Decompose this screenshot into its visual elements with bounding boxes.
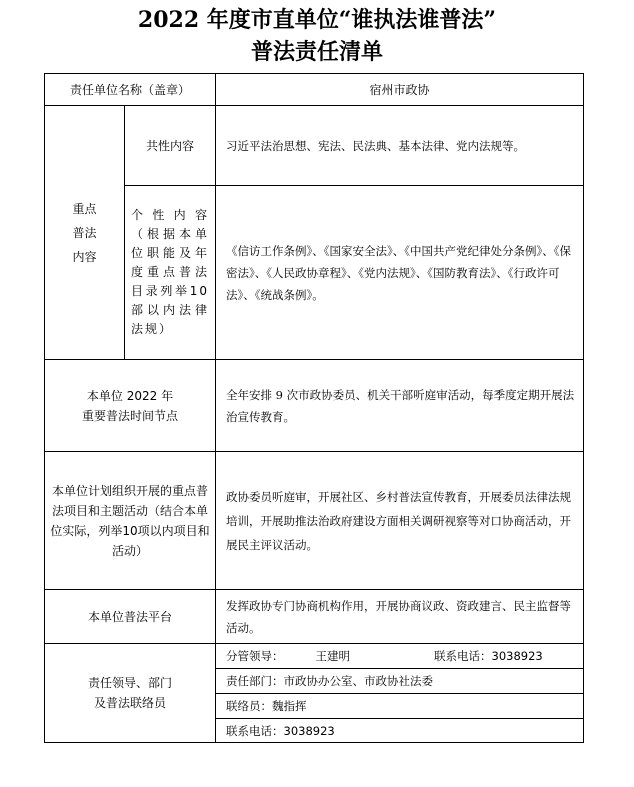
contacts-label [45,644,215,742]
leader-name: 王建明 [315,649,350,663]
common-content-label-text: 共性内容 [145,138,194,153]
platform-value [216,590,583,643]
leader-phone: 3038923 [491,649,543,663]
activities-label-text: 本单位计划组织开展的重点普法项目和主题活动（结合本单位实际，列举10项以内项目和活动） [50,483,210,558]
activities-label [45,452,215,589]
timeline-label-text: 本单位 2022 年 重要普法时间节点 [81,388,178,423]
unit-name-label [45,74,215,105]
focus-content-label [45,106,124,359]
liaison-phone: 3038923 [283,723,335,738]
specific-content-label-text: 个性内容（根据本单位职能及年度重点普法目录列举10部以内法律法规） [131,208,209,336]
platform-label-text: 本单位普法平台 [87,609,172,624]
page-title-line2: 普法责任清单 [250,39,383,65]
platform-value-text: 发挥政协专门协商机构作用，开展协商议政、资政建言、民主监督等活动。 [226,598,571,635]
timeline-value-text: 全年安排 9 次市政协委员、机关干部听庭审活动，每季度定期开展法治宣传教育。 [226,387,575,424]
leader-phone-label: 联系电话： [434,649,492,663]
common-content-value [216,106,583,185]
platform-label [45,590,215,643]
leader-label: 分管领导： [226,649,284,663]
common-content-label [125,106,215,185]
liaison-name: 魏指挥 [272,699,307,713]
unit-name-value [216,74,583,105]
department-row [216,669,583,693]
activities-value-text: 政协委员听庭审，开展社区、乡村普法宣传教育，开展委员法律法规培训，开展助推法治政府建设方面相关调研视察等对口协商活动，开展民主评议活动。 [226,489,571,552]
specific-content-label [125,186,215,359]
department-label: 责任部门： [226,674,284,688]
specific-content-value-text: 《信访工作条例》、《国家安全法》、《中国共产党纪律处分条例》、《保密法》、《人民政协章程》、《党内法规》、《国防教育法》、《行政许可法》、《统战条例》。 [226,243,571,302]
unit-name-label-text: 责任单位名称（盖章） [69,82,190,97]
timeline-value [216,360,583,451]
common-content-value-text: 习近平法治思想、宪法、民法典、基本法律、党内法规等。 [226,138,525,153]
department-value: 市政协办公室、市政协社法委 [283,674,433,688]
page-title-line1: 2022 年度市直单位“谁执法谁普法” [137,7,497,33]
liaison-phone-label: 联系电话： [226,723,284,738]
contacts-label-text: 责任领导、部门 及普法联络员 [87,676,172,710]
liaison-phone-row [216,719,583,742]
liaison-label: 联络员： [226,699,272,713]
unit-name-value-text: 宿州市政协 [369,82,430,97]
liaison-row [216,694,583,718]
leader-row [216,644,583,668]
activities-value [216,452,583,589]
focus-content-label-text: 重点 普法 内容 [72,201,97,264]
timeline-label [45,360,215,451]
specific-content-value [216,186,583,359]
